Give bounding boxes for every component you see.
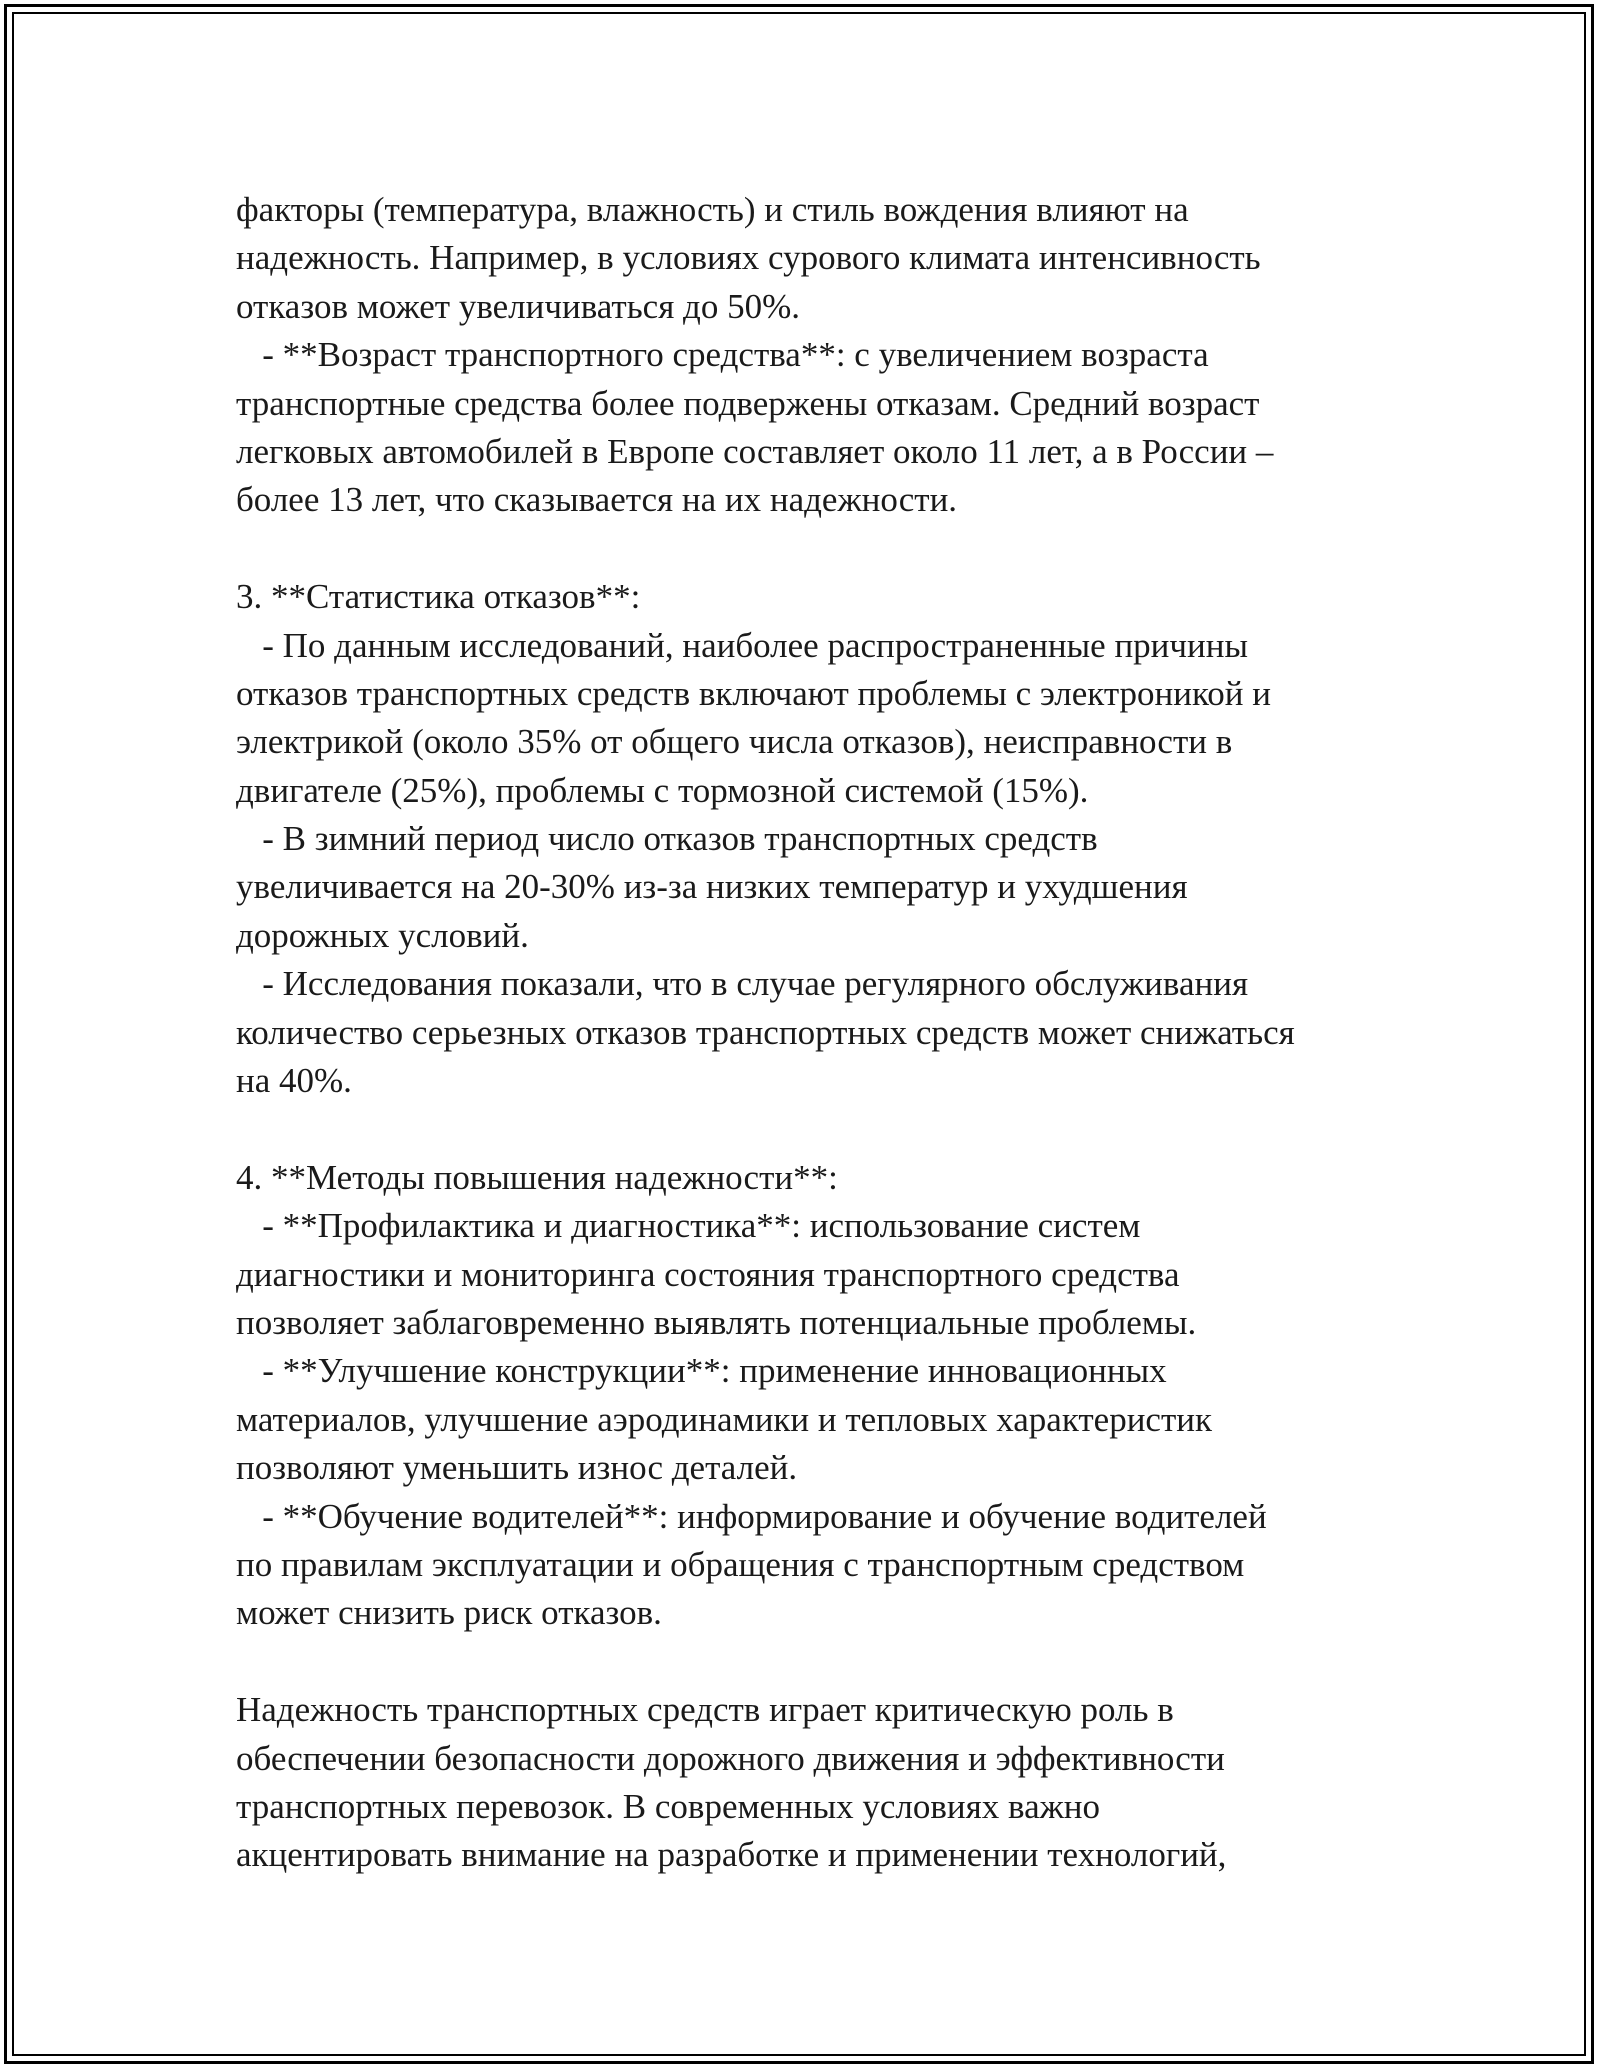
- text-line: более 13 лет, что сказывается на их надежности.: [236, 480, 958, 520]
- text-line: позволяют уменьшить износ деталей.: [236, 1448, 798, 1488]
- text-line: увеличивается на 20-30% из-за низких температур и ухудшения: [236, 867, 1188, 907]
- text-line: - По данным исследований, наиболее распространенные причины: [236, 625, 1248, 665]
- document-body: [236, 186, 1386, 1880]
- text-line: надежность. Например, в условиях сурового климата интенсивность: [236, 238, 1261, 278]
- paragraph-gap: [236, 1638, 1386, 1686]
- text-line: - **Улучшение конструкции**: применение инновационных: [236, 1351, 1167, 1391]
- text-line: отказов транспортных средств включают проблемы с электроникой и: [236, 673, 1271, 713]
- text-line: - Исследования показали, что в случае регулярного обслуживания: [236, 964, 1249, 1004]
- text-line: обеспечении безопасности дорожного движения и эффективности: [236, 1738, 1225, 1778]
- text-line: может снизить риск отказов.: [236, 1593, 662, 1633]
- text-line: двигателе (25%), проблемы с тормозной системой (15%).: [236, 770, 1089, 810]
- text-line: позволяет заблаговременно выявлять потенциальные проблемы.: [236, 1302, 1197, 1342]
- text-line: отказов может увеличиваться до 50%.: [236, 286, 800, 326]
- text-line: транспортных перевозок. В современных условиях важно: [236, 1786, 1101, 1826]
- text-line: материалов, улучшение аэродинамики и тепловых характеристик: [236, 1399, 1212, 1439]
- text-line: количество серьезных отказов транспортных средств может снижаться: [236, 1012, 1295, 1052]
- text-line: транспортные средства более подвержены отказам. Средний возраст: [236, 383, 1260, 423]
- section-heading: 4. **Методы повышения надежности**:: [236, 1157, 838, 1197]
- section-heading: 3. **Статистика отказов**:: [236, 577, 641, 617]
- text-line: по правилам эксплуатации и обращения с транспортным средством: [236, 1544, 1245, 1584]
- text-line: - **Возраст транспортного средства**: с увеличением возраста: [236, 335, 1209, 375]
- text-line: электрикой (около 35% от общего числа отказов), неисправности в: [236, 722, 1233, 762]
- paragraph-gap: [236, 1105, 1386, 1153]
- text-line: - В зимний период число отказов транспортных средств: [236, 819, 1098, 859]
- text-line: - **Обучение водителей**: информирование и обучение водителей: [236, 1496, 1267, 1536]
- text-line: Надежность транспортных средств играет критическую роль в: [236, 1690, 1174, 1730]
- text-line: легковых автомобилей в Европе составляет около 11 лет, а в России –: [236, 431, 1274, 471]
- text-line: дорожных условий.: [236, 915, 529, 955]
- text-line: - **Профилактика и диагностика**: использование систем: [236, 1206, 1141, 1246]
- text-line: на 40%.: [236, 1061, 352, 1101]
- text-line: диагностики и мониторинга состояния транспортного средства: [236, 1254, 1180, 1294]
- text-line: акцентировать внимание на разработке и применении технологий,: [236, 1835, 1227, 1875]
- text-line: факторы (температура, влажность) и стиль вождения влияют на: [236, 190, 1189, 229]
- paragraph-gap: [236, 525, 1386, 573]
